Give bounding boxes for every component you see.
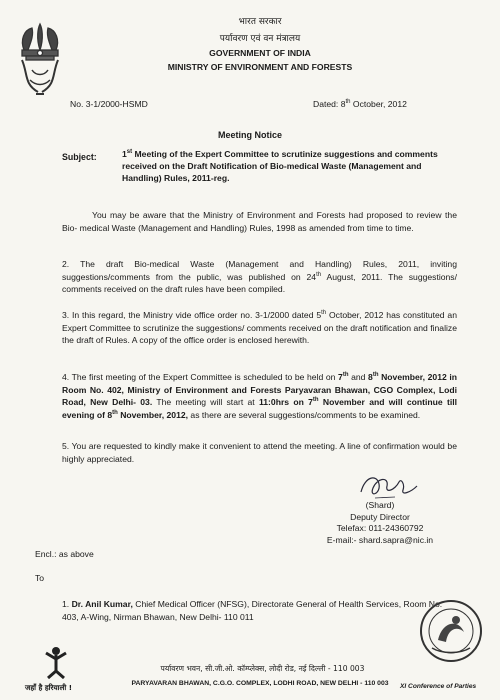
p4-date2: 8 (368, 372, 373, 382)
subject-num: 1 (122, 149, 127, 159)
signatory-telefax: Telefax: 011-24360792 (336, 523, 424, 533)
hariyali-logo-icon (36, 645, 76, 679)
paragraph-3 (62, 309, 457, 347)
signatory-email: E-mail:- shard.sapra@nic.in (326, 534, 434, 545)
header-ministry: MINISTRY OF ENVIRONMENT AND FORESTS (167, 62, 353, 72)
p3-part-b: October, 2012 has constituted an Expert Committee to scrutinize the suggestions/ comments received on the draft notification and finalize the draft of Rules. A copy of the office order is enclosed herewith. (62, 310, 457, 346)
to-line: To (35, 573, 45, 583)
cop-logo-icon (412, 596, 490, 666)
p4-time: 11:0hrs on 7 (258, 397, 313, 408)
subject-body: Meeting of the Expert Committee to scrutinize suggestions and comments received on the Draft Notification of Bio-medical Waste (Management and Handling) Rules, 2011-reg. (122, 149, 438, 183)
p4-date1: 7 (338, 372, 343, 382)
p3-part-a: 3. In this regard, the Ministry vide office order no. 3-1/2000 dated 5 (62, 310, 322, 320)
signature-block (300, 500, 460, 546)
p4-sup2: th (372, 372, 379, 379)
p4-sup4: th (112, 409, 118, 416)
p4-part-a: 4. The first meeting of the Expert Committee is scheduled to be held on (62, 372, 339, 382)
date-prefix: Dated: 8 (313, 99, 346, 109)
date-line (313, 99, 407, 109)
p4-sup3: th (312, 397, 319, 404)
paragraph-4 (62, 371, 457, 421)
footer-cop-text: XI Conference of Parties (400, 683, 477, 690)
national-emblem-icon (14, 20, 66, 106)
p4-venue: November, 2012 in Room No. 402, Ministry of Environment and Forests Paryavaran Bhawan, CGO Complex, Lodi Road, New Delhi- 03. (62, 372, 457, 408)
header-government: GOVERNMENT OF INDIA (209, 48, 311, 58)
addressee (62, 598, 457, 623)
p4-mid: The meeting will start at (152, 397, 259, 408)
subject-sup: st (126, 149, 133, 156)
signatory-name: (Shard) (365, 500, 395, 510)
p4-sup1: th (342, 372, 349, 379)
header-hindi-government: भारत सरकार (238, 17, 282, 27)
paragraph-2 (62, 258, 457, 296)
footer-english-address: PARYAVARAN BHAWAN, C.G.O. COMPLEX, LODHI ROAD, NEW DELHI - 110 003 (131, 680, 389, 687)
p2-part-a: 2. The draft Bio-medical Waste (Management and Handling) Rules, 2011, inviting suggestions/comments from the public, was published on 24 (62, 259, 457, 282)
addressee-num: 1. (62, 599, 72, 609)
footer-left-slogan: जहाँ है हरियाली ! (25, 683, 72, 692)
p2-part-b: August, 2011. The suggestions/ comments received on the draft rules have been compiled. (62, 271, 457, 295)
p3-sup: th (321, 310, 327, 317)
p4-end2: November, 2012, (117, 409, 189, 420)
p4-end: November and will continue till evening of 8 (62, 397, 457, 420)
enclosure-line: Encl.: as above (35, 549, 94, 559)
paragraph-1: You may be aware that the Ministry of Environment and Forests had proposed to review the Bio- medical Waste (Management and Handling) Rules, 1998 as amended from time to time. (62, 210, 457, 233)
signatory-designation: Deputy Director (350, 511, 410, 522)
subject-text (122, 148, 457, 184)
subject-label: Subject: (62, 152, 97, 162)
notice-title: Meeting Notice (217, 130, 282, 140)
date-suffix: October, 2012 (350, 99, 407, 109)
file-number: No. 3-1/2000-HSMD (70, 99, 148, 109)
addressee-name: Dr. Anil Kumar, (71, 599, 133, 609)
p4-tail: as there are several suggestions/comments to be examined. (188, 409, 421, 420)
date-sup: th (345, 99, 351, 106)
p4-and: and (348, 372, 369, 382)
p2-sup: th (316, 271, 322, 278)
footer-hindi-address: पर्यावरण भवन, सी.जी.ओ. कॉम्प्लेक्स, लोदी रोड, नई दिल्ली - 110 003 (160, 664, 365, 673)
signature-icon (355, 470, 425, 504)
paragraph-5: 5. You are requested to kindly make it convenient to attend the meeting. A line of confirmation would be highly appreciated. (62, 441, 457, 464)
header-hindi-ministry: पर्यावरण एवं वन मंत्रालय (219, 34, 301, 44)
addressee-rest: Chief Medical Officer (NFSG), Directorate General of Health Services, Room No. 403, A-Wing, Nirman Bhawan, New Delhi- 110 011 (62, 599, 443, 622)
